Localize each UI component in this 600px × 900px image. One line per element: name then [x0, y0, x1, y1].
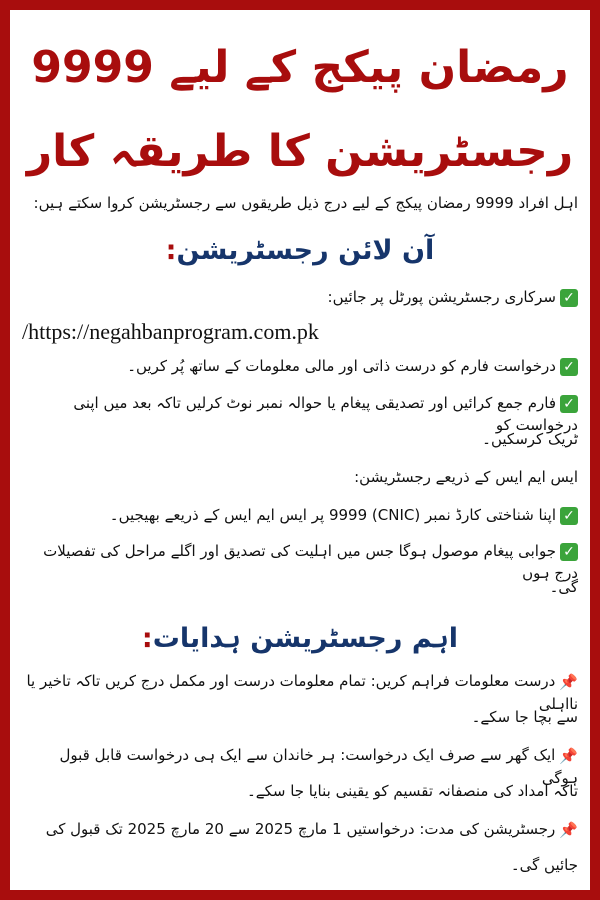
guideline-3-cont: جائیں گی۔ [510, 856, 578, 874]
guideline-1-cont: سے بچا جا سکے۔ [471, 708, 578, 726]
online-step-1 [22, 286, 578, 308]
online-heading-text: آن لائن رجسٹریشن [176, 235, 435, 266]
guideline-3-text: رجسٹریشن کی مدت: درخواستیں 1 مارچ 2025 سے 20 مارچ 2025 تک قبول کی [45, 820, 556, 838]
guidelines-heading-text: اہم رجسٹریشن ہدایات [152, 623, 459, 654]
check-icon: ✓ [560, 395, 578, 413]
guideline-2-text: ایک گھر سے صرف ایک درخواست: ہر خاندان سے ایک ہی درخواست قابل قبول ہوگی [59, 746, 578, 787]
sms-heading: ایس ایم ایس کے ذریعے رجسٹریشن: [354, 468, 578, 486]
sms-step-2-cont: گی۔ [549, 578, 578, 596]
sms-step-1-text: اپنا شناختی کارڈ نمبر (CNIC) 9999 پر ایس ایم ایس کے ذریعے بھیجیں۔ [109, 506, 556, 524]
check-icon: ✓ [560, 507, 578, 525]
check-icon: ✓ [560, 358, 578, 376]
guideline-3 [22, 818, 578, 841]
page-title-line1: رمضان پیکج کے لیے 9999 [31, 42, 569, 93]
intro-text: اہل افراد 9999 رمضان پیکج کے لیے درج ذیل طریقوں سے رجسٹریشن کروا سکتے ہیں: [33, 194, 578, 212]
document-page [10, 10, 590, 890]
online-step-3-text: فارم جمع کرائیں اور تصدیقی پیغام یا حوالہ نمبر نوٹ کرلیں تاکہ بعد میں اپنی درخواست کو [73, 394, 578, 434]
pushpin-icon: 📌 [559, 746, 578, 765]
online-step-3-cont: ٹریک کرسکیں۔ [482, 430, 578, 448]
check-icon: ✓ [560, 543, 578, 561]
sms-step-2-text: جوابی پیغام موصول ہوگا جس میں اہلیت کی تصدیق اور اگلے مراحل کی تفصیلات درج ہوں [43, 542, 578, 582]
guidelines-heading-colon: : [141, 623, 153, 654]
pushpin-icon: 📌 [559, 672, 578, 691]
check-icon: ✓ [560, 289, 578, 307]
pushpin-icon: 📌 [559, 820, 578, 839]
portal-url[interactable]: /https://negahbanprogram.com.pk [22, 319, 319, 344]
online-step-2 [22, 355, 578, 377]
sms-step-1 [22, 504, 578, 526]
online-heading [10, 232, 590, 270]
page-title-line2: رجسٹریشن کا طریقہ کار [26, 126, 574, 177]
guidelines-heading [10, 620, 590, 658]
online-step-1-text: سرکاری رجسٹریشن پورٹل پر جائیں: [327, 288, 556, 306]
online-step-2-text: درخواست فارم کو درست ذاتی اور مالی معلومات کے ساتھ پُر کریں۔ [127, 357, 556, 375]
guideline-2-cont: تاکہ امداد کی منصفانہ تقسیم کو یقینی بنایا جا سکے۔ [247, 782, 578, 800]
guideline-1-text: درست معلومات فراہم کریں: تمام معلومات درست اور مکمل درج کریں تاکہ تاخیر یا نااہلی [26, 672, 578, 713]
online-heading-colon: : [165, 235, 177, 266]
